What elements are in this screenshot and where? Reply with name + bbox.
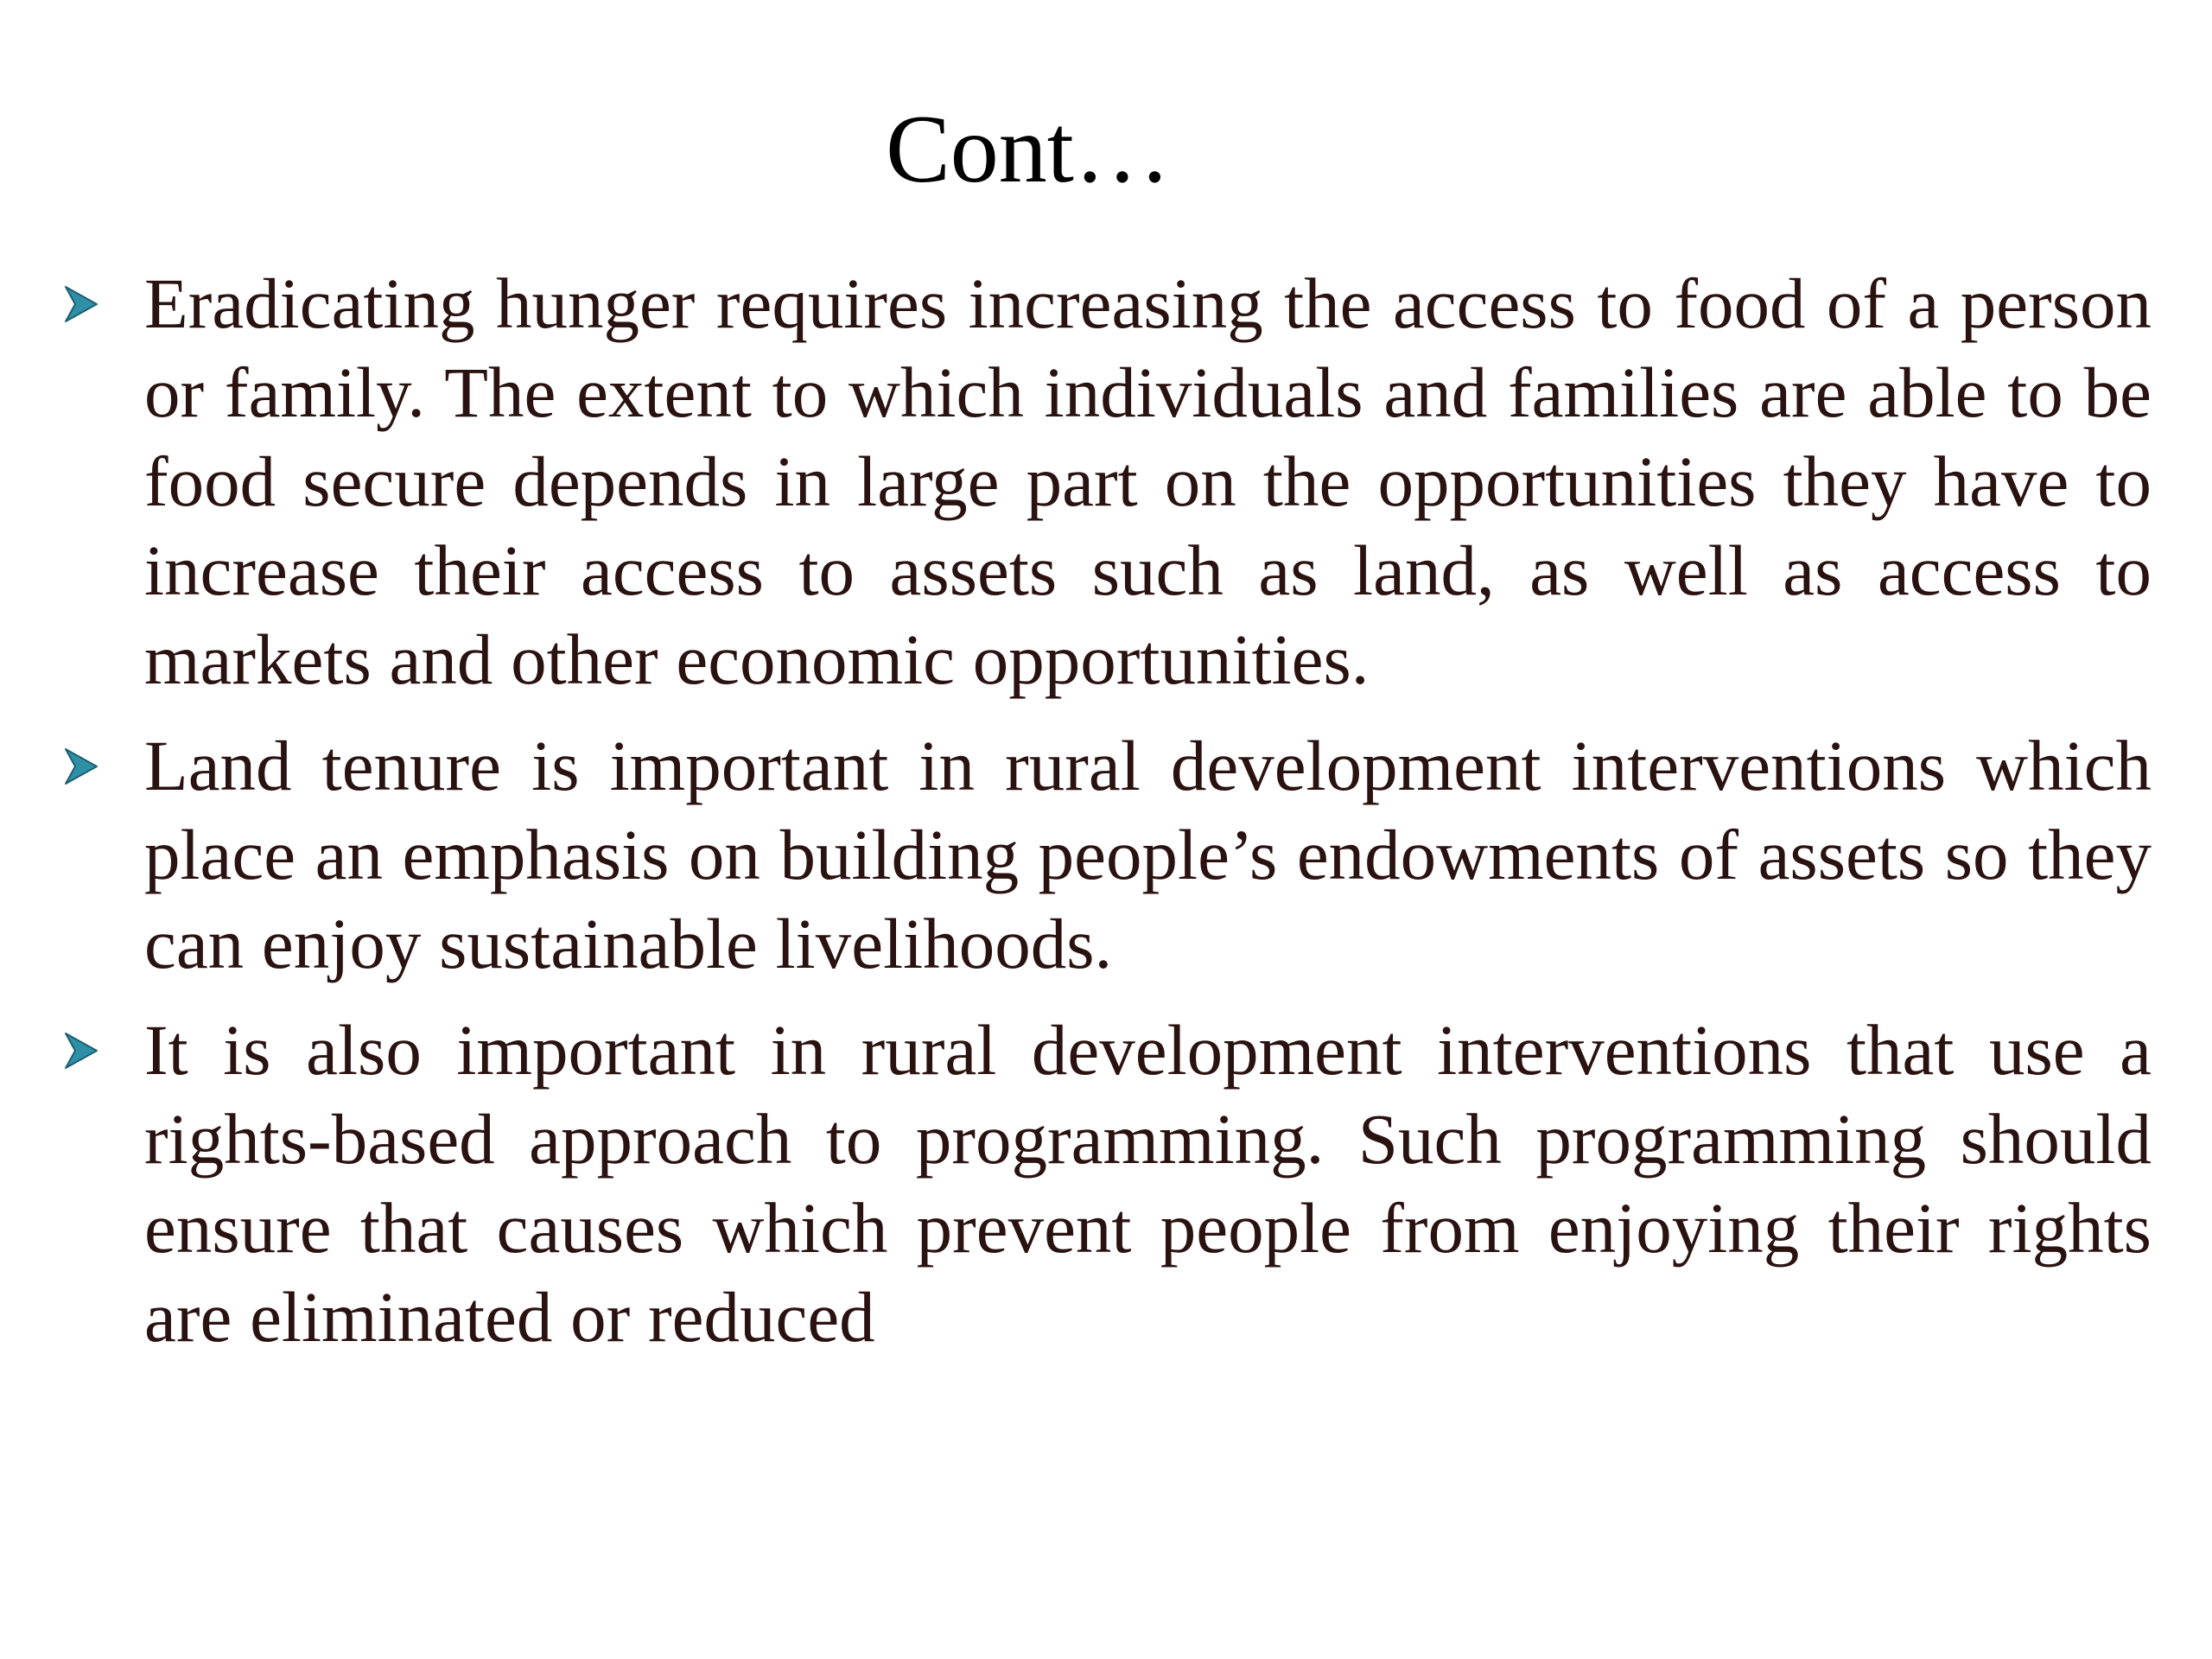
bullet-item <box>60 721 2152 988</box>
bullet-list <box>60 259 2152 1379</box>
bullet-text: It is also important in rural development interventions that use a rights-based approach to programming. Such programming should ensure that causes which prevent people from enjoying their rights are eliminated or reduced <box>144 1010 2152 1357</box>
arrowhead-bullet-icon <box>64 747 99 785</box>
bullet-text: Eradicating hunger requires increasing the access to food of a person or family. The extent to which individuals and families are able to be food secure depends in large part on the opportunities they have to increase their access to assets such as land, as well as access to markets and other economic opportunities. <box>144 264 2152 699</box>
arrowhead-bullet-icon <box>64 1032 99 1070</box>
slide-title: Cont… <box>886 96 1171 203</box>
arrowhead-bullet-icon <box>64 285 99 323</box>
bullet-text: Land tenure is important in rural development interventions which place an emphasis on building people’s endowments of assets so they can enjoy sustainable livelihoods. <box>144 726 2152 983</box>
bullet-item <box>60 1006 2152 1362</box>
bullet-item <box>60 259 2152 704</box>
